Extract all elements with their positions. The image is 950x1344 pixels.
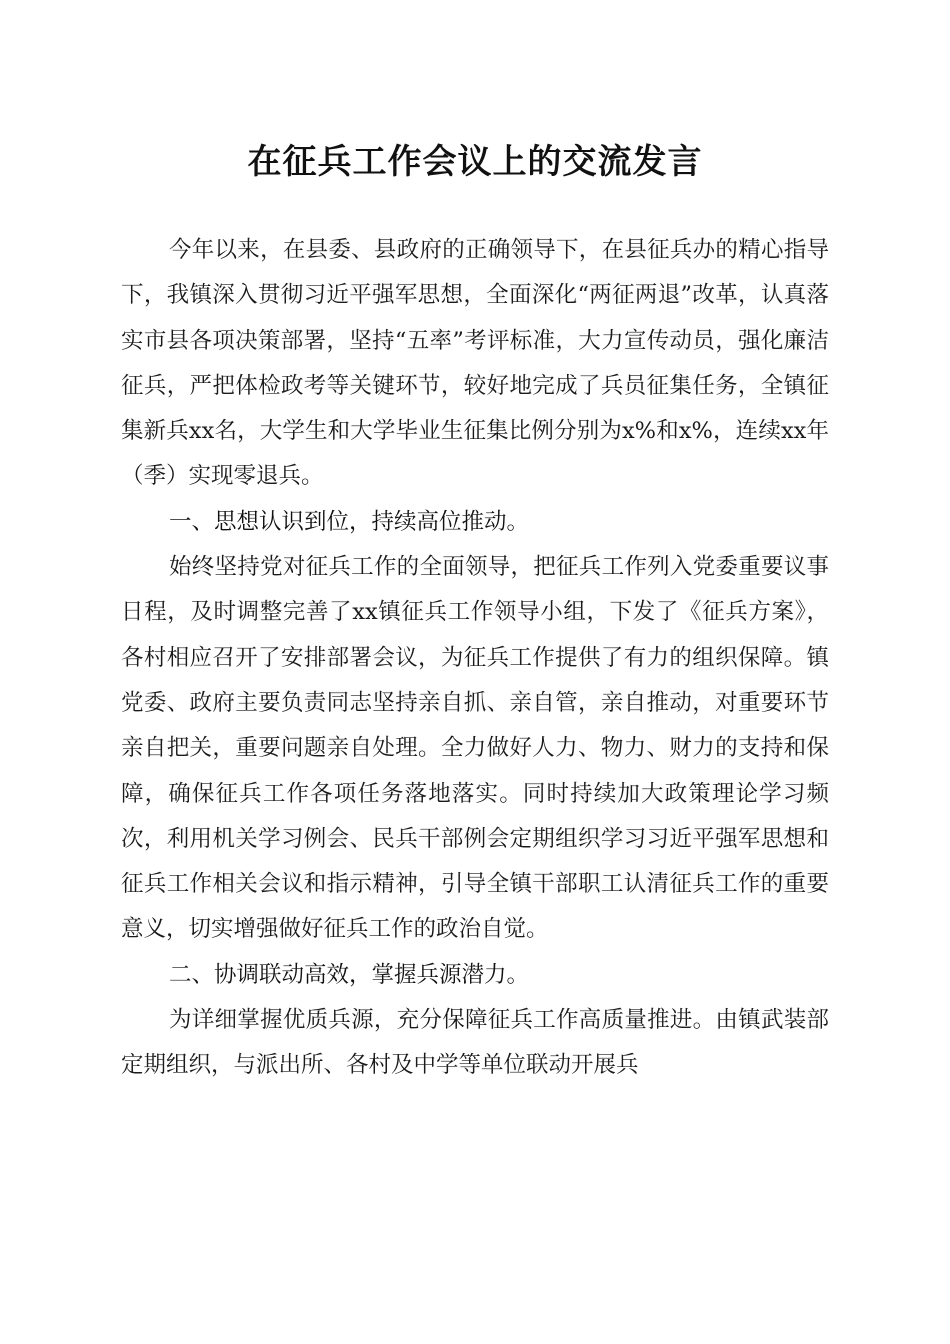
document-body xyxy=(121,228,829,1089)
section-paragraph-1: 始终坚持党对征兵工作的全面领导，把征兵工作列入党委重要议事日程，及时调整完善了xx镇征兵工作领导小组，下发了《征兵方案》，各村相应召开了安排部署会议，为征兵工作提供了有力的组织保障。镇党委、政府主要负责同志坚持亲自抓、亲自管，亲自推动，对重要环节亲自把关，重要问题亲自处理。全力做好人力、物力、财力的支持和保障，确保征兵工作各项任务落地落实。同时持续加大政策理论学习频次，利用机关学习例会、民兵干部例会定期组织学习习近平强军思想和征兵工作相关会议和指示精神，引导全镇干部职工认清征兵工作的重要意义，切实增强做好征兵工作的政治自觉。 xyxy=(121,554,829,943)
intro-paragraph: 今年以来，在县委、县政府的正确领导下，在县征兵办的精心指导下，我镇深入贯彻习近平强军思想，全面深化“两征两退”改革，认真落实市县各项决策部署，坚持“五率”考评标准，大力宣传动员，强化廉洁征兵，严把体检政考等关键环节，较好地完成了兵员征集任务，全镇征集新兵xx名，大学生和大学毕业生征集比例分别为x%和x%，连续xx年（季）实现零退兵。 xyxy=(121,237,829,490)
section-paragraph-2: 为详细掌握优质兵源，充分保障征兵工作高质量推进。由镇武装部定期组织，与派出所、各村及中学等单位联动开展兵 xyxy=(121,1007,829,1079)
section-heading-1: 一、思想认识到位，持续高位推动。 xyxy=(169,508,530,535)
document-title: 在征兵工作会议上的交流发言 xyxy=(247,142,703,182)
section-heading-2: 二、协调联动高效，掌握兵源潜力。 xyxy=(169,961,530,988)
